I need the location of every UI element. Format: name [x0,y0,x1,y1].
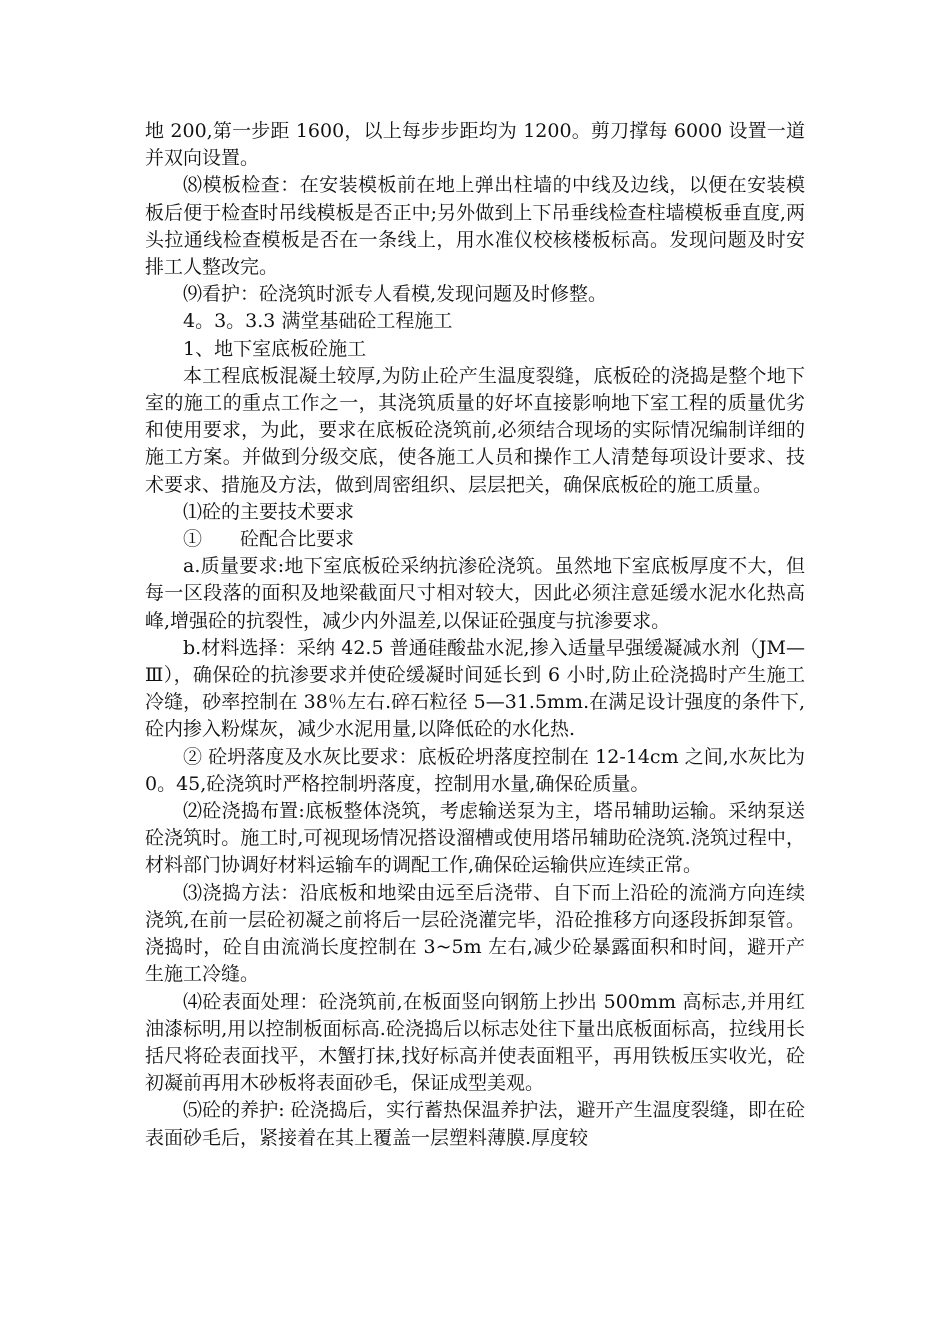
paragraph: ⑼看护：砼浇筑时派专人看模,发现问题及时修整。 [183,283,608,306]
paragraph: ① 砼配合比要求 [183,528,355,551]
subsection-heading: 1、地下室底板砼施工 [183,337,367,360]
paragraph: b.材料选择：采纳 42.5 普通硅酸盐水泥,掺入适量早强缓凝减水剂（JM—Ⅲ），确保砼的抗渗要求并使砼缓凝时间延长到 6 小时,防止砼浇捣时产生施工冷缝，砂率控制在 38％左右.碎石粒径 5—31.5mm.在满足设计强度的条件下,砼内掺入粉煤灰，减少水泥用量,以降低砼的水化热. [145,636,805,741]
section-heading: 4。3。3.3 满堂基础砼工程施工 [183,310,453,333]
paragraph: ⑴砼的主要技术要求 [183,500,355,523]
paragraph: a.质量要求:地下室底板砼采纳抗渗砼浇筑。虽然地下室底板厚度不大，但每一区段落的面积及地梁截面尺寸相对较大，因此必须注意延缓水泥水化热高峰,增强砼的抗裂性，减少内外温差,以保证砼强度与抗渗要求。 [145,555,805,632]
paragraph: ⑻模板检查：在安装模板前在地上弹出柱墙的中线及边线，以便在安装模板后便于检查时吊线模板是否正中;另外做到上下吊垂线检查柱墙模板垂直度,两头拉通线检查模板是否在一条线上，用水准仪校核楼板标高。发现问题及时安排工人整改完。 [145,174,805,279]
paragraph: 本工程底板混凝土较厚,为防止砼产生温度裂缝，底板砼的浇捣是整个地下室的施工的重点工作之一，其浇筑质量的好坏直接影响地下室工程的质量优劣和使用要求，为此，要求在底板砼浇筑前,必须结合现场的实际情况编制详细的施工方案。并做到分级交底，使各施工人员和操作工人清楚每项设计要求、技术要求、措施及方法，做到周密组织、层层把关，确保底板砼的施工质量。 [145,364,805,496]
paragraph: ⑵砼浇捣布置:底板整体浇筑，考虑输送泵为主，塔吊辅助运输。采纳泵送砼浇筑时。施工时,可视现场情况搭设溜槽或使用塔吊辅助砼浇筑.浇筑过程中，材料部门协调好材料运输车的调配工作,确保砼运输供应连续正常。 [145,800,805,877]
paragraph: 地 200,第一步距 1600，以上每步步距均为 1200。剪刀撑每 6000 设置一道并双向设置。 [145,120,805,170]
paragraph: ⑶浇捣方法：沿底板和地梁由远至后浇带、自下而上沿砼的流淌方向连续浇筑,在前一层砼初凝之前将后一层砼浇灌完毕，沿砼推移方向逐段拆卸泵管。浇捣时，砼自由流淌长度控制在 3~5m 左右,减少砼暴露面积和时间，避开产生施工冷缝。 [145,881,805,986]
paragraph: ⑸砼的养护: 砼浇捣后，实行蓄热保温养护法，避开产生温度裂缝，即在砼表面砂毛后，紧接着在其上覆盖一层塑料薄膜.厚度较 [145,1099,805,1149]
paragraph: ② 砼坍落度及水灰比要求：底板砼坍落度控制在 12-14cm 之间,水灰比为 0。45,砼浇筑时严格控制坍落度，控制用水量,确保砼质量。 [145,745,805,795]
paragraph: ⑷砼表面处理：砼浇筑前,在板面竖向钢筋上抄出 500mm 高标志,并用红油漆标明,用以控制板面标高.砼浇捣后以标志处往下量出底板面标高，拉线用长括尺将砼表面找平，木蟹打抹,找好标高并使表面粗平，再用铁板压实收光，砼初凝前再用木砂板将表面砂毛，保证成型美观。 [145,990,805,1095]
document-body [145,118,805,1152]
